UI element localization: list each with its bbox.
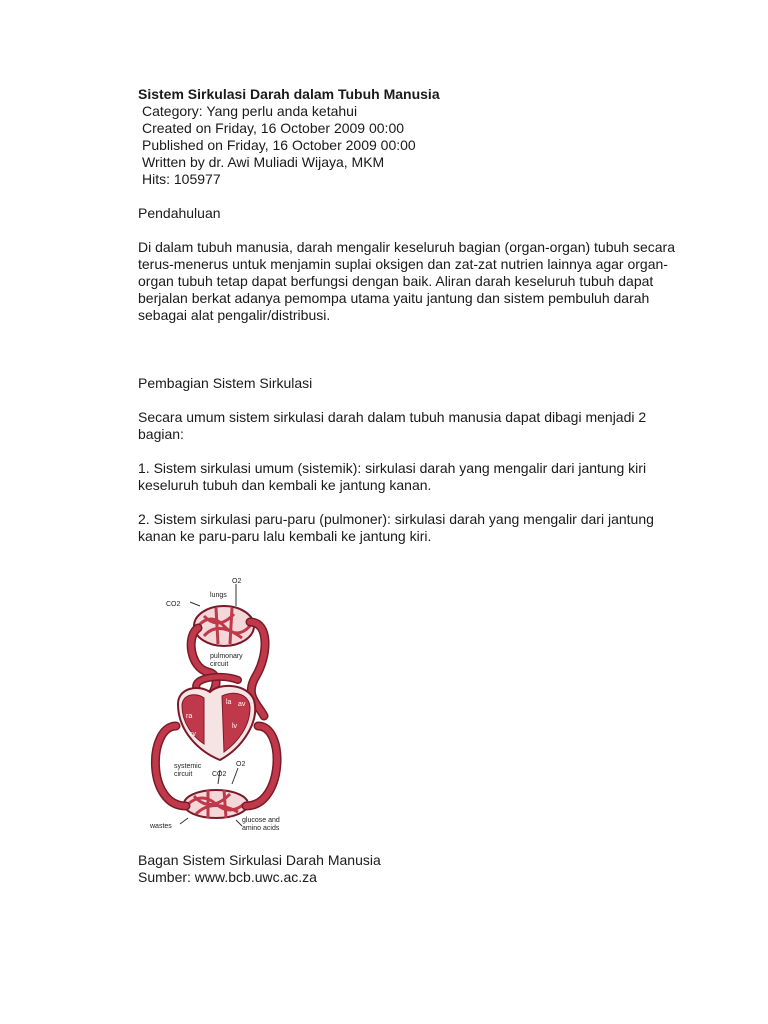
article (138, 86, 698, 545)
division-line: bagian: (138, 426, 184, 442)
intro-heading: Pendahuluan (138, 205, 221, 221)
label-lungs: lungs (210, 592, 227, 599)
division-heading: Pembagian Sistem Sirkulasi (138, 375, 313, 391)
intro-paragraph (138, 239, 698, 324)
label-systemic: systemic (174, 763, 202, 770)
article-author: Written by dr. Awi Muliadi Wijaya, MKM (142, 154, 385, 170)
list-item-pulmonary (138, 511, 698, 545)
article-created: Created on Friday, 16 October 2009 00:00 (142, 120, 405, 136)
intro-line: berjalan berkat adanya pemompa utama yaitu jantung dan sistem pembuluh darah (138, 290, 650, 306)
division-line: Secara umum sistem sirkulasi darah dalam tubuh manusia dapat dibagi menjadi 2 (138, 409, 647, 425)
label-amino: amino acids (242, 825, 280, 832)
circulation-diagram (138, 576, 298, 838)
label-co2-top: CO2 (166, 601, 181, 608)
division-paragraph (138, 409, 698, 443)
label-wastes: wastes (150, 823, 172, 830)
label-circuit-2: circuit (174, 771, 193, 778)
label-circuit-1: circuit (210, 661, 229, 668)
label-rv: rv (190, 731, 196, 738)
intro-line: terus-menerus untuk menjamin suplai oksigen dan zat-zat nutrien lainnya agar organ- (138, 256, 668, 272)
label-la: la (226, 699, 232, 706)
circulation-svg (138, 576, 298, 838)
body-capillary-bed (184, 790, 248, 818)
intro-line: organ tubuh tetap dapat berfungsi dengan baik. Aliran darah keseluruh tubuh dapat (138, 273, 654, 289)
intro-line: Di dalam tubuh manusia, darah mengalir keseluruh bagian (organ-organ) tubuh secara (138, 239, 675, 255)
intro-line: sebagai alat pengalir/distribusi. (138, 307, 331, 323)
label-o2-top: O2 (232, 578, 242, 585)
label-pulmonary: pulmonary (210, 653, 243, 660)
caption-source: Sumber: www.bcb.uwc.ac.za (138, 869, 317, 885)
article-title: Sistem Sirkulasi Darah dalam Tubuh Manusia (138, 86, 440, 102)
article-published: Published on Friday, 16 October 2009 00:00 (142, 137, 416, 153)
label-glucose: glucose and (242, 817, 280, 824)
label-lv: lv (232, 723, 238, 730)
heart (178, 686, 255, 760)
lung-capillary-bed (194, 606, 254, 646)
label-av: av (238, 701, 246, 708)
item1-line: keseluruh tubuh dan kembali ke jantung kanan. (138, 477, 432, 493)
item1-line: 1. Sistem sirkulasi umum (sistemik): sirkulasi darah yang mengalir dari jantung kiri (138, 460, 647, 476)
figure-caption (138, 852, 381, 886)
list-item-systemic (138, 460, 698, 494)
item2-line: kanan ke paru-paru lalu kembali ke jantung kiri. (138, 528, 432, 544)
caption-title: Bagan Sistem Sirkulasi Darah Manusia (138, 852, 381, 868)
article-hits: Hits: 105977 (142, 171, 221, 187)
article-meta (138, 103, 698, 188)
article-category: Category: Yang perlu anda ketahui (142, 103, 358, 119)
label-co2-bottom: CO2 (212, 771, 227, 778)
label-ra: ra (186, 713, 193, 720)
label-o2-bottom: O2 (236, 761, 246, 768)
item2-line: 2. Sistem sirkulasi paru-paru (pulmoner): sirkulasi darah yang mengalir dari jantung (138, 511, 654, 527)
